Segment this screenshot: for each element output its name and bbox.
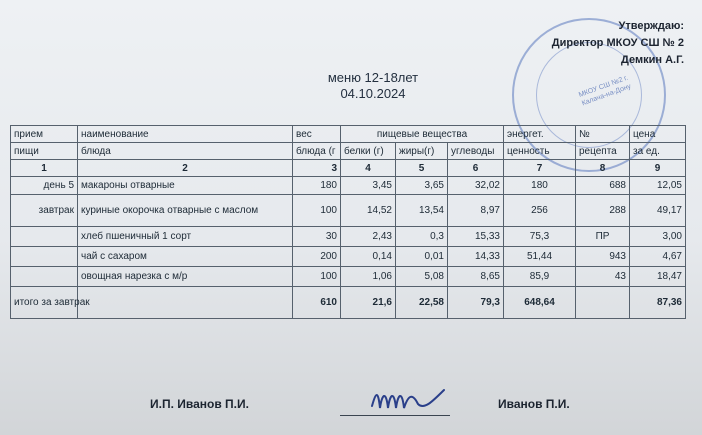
header-cell: блюда (г <box>293 143 341 160</box>
protein-cell: 0,14 <box>341 247 396 267</box>
fat-cell: 0,01 <box>396 247 448 267</box>
weight-cell: 180 <box>293 177 341 195</box>
approval-name: Демкин А.Г. <box>621 54 684 66</box>
menu-title: меню 12-18лет <box>327 70 419 85</box>
header-row-1 <box>11 126 686 143</box>
protein-cell: 14,52 <box>341 195 396 227</box>
header-cell: энергет. <box>504 126 576 143</box>
energy-cell: 180 <box>504 177 576 195</box>
approval-heading: Утверждаю: <box>618 20 684 32</box>
header-cell: пищевые вещества <box>341 126 504 143</box>
protein-cell: 1,06 <box>341 267 396 287</box>
column-number: 5 <box>396 160 448 177</box>
dish-name: чай с сахаром <box>78 247 293 267</box>
energy-cell: 85,9 <box>504 267 576 287</box>
table-row <box>11 227 686 247</box>
header-cell: блюда <box>78 143 293 160</box>
column-number: 3 <box>293 160 341 177</box>
energy-cell: 256 <box>504 195 576 227</box>
menu-table <box>10 125 686 319</box>
signature-line <box>340 415 450 416</box>
header-cell: наименование <box>78 126 293 143</box>
recipe-cell: 688 <box>576 177 630 195</box>
meal-cell: день 5 <box>11 177 78 195</box>
protein-cell: 3,45 <box>341 177 396 195</box>
column-number-row <box>11 160 686 177</box>
column-number: 8 <box>576 160 630 177</box>
total-blank <box>78 287 293 319</box>
header-cell: пищи <box>11 143 78 160</box>
header-cell: цена <box>630 126 686 143</box>
column-number: 2 <box>78 160 293 177</box>
carbs-cell: 8,97 <box>448 195 504 227</box>
total-weight: 610 <box>293 287 341 319</box>
weight-cell: 100 <box>293 267 341 287</box>
carbs-cell: 14,33 <box>448 247 504 267</box>
recipe-cell: ПР <box>576 227 630 247</box>
carbs-cell: 32,02 <box>448 177 504 195</box>
dish-name: макароны отварные <box>78 177 293 195</box>
header-cell: ценность <box>504 143 576 160</box>
weight-cell: 200 <box>293 247 341 267</box>
column-number: 6 <box>448 160 504 177</box>
dish-name: овощная нарезка с м/р <box>78 267 293 287</box>
total-price: 87,36 <box>630 287 686 319</box>
price-cell: 18,47 <box>630 267 686 287</box>
weight-cell: 30 <box>293 227 341 247</box>
column-number: 7 <box>504 160 576 177</box>
fat-cell: 13,54 <box>396 195 448 227</box>
recipe-cell: 943 <box>576 247 630 267</box>
approval-block <box>552 18 684 69</box>
meal-cell <box>11 247 78 267</box>
dish-name: куриные окорочка отварные с маслом <box>78 195 293 227</box>
energy-cell: 75,3 <box>504 227 576 247</box>
recipe-cell: 288 <box>576 195 630 227</box>
stamp-text: МКОУ СШ №2 г. Калача-на-Дону <box>577 74 633 108</box>
header-cell: прием <box>11 126 78 143</box>
protein-cell: 2,43 <box>341 227 396 247</box>
price-cell: 4,67 <box>630 247 686 267</box>
total-energy: 648,64 <box>504 287 576 319</box>
meal-cell <box>11 267 78 287</box>
header-cell: за ед. <box>630 143 686 160</box>
energy-cell: 51,44 <box>504 247 576 267</box>
table-row <box>11 195 686 227</box>
header-cell: № <box>576 126 630 143</box>
total-label: итого за завтрак <box>11 287 78 319</box>
fat-cell: 3,65 <box>396 177 448 195</box>
signature-left-name: И.П. Иванов П.И. <box>150 397 249 411</box>
menu-date: 04.10.2024 <box>340 86 406 101</box>
signature-right-name: Иванов П.И. <box>498 397 570 411</box>
price-cell: 49,17 <box>630 195 686 227</box>
price-cell: 3,00 <box>630 227 686 247</box>
total-recipe <box>576 287 630 319</box>
total-fat: 22,58 <box>396 287 448 319</box>
table-row <box>11 177 686 195</box>
dish-name: хлеб пшеничный 1 сорт <box>78 227 293 247</box>
carbs-cell: 15,33 <box>448 227 504 247</box>
recipe-cell: 43 <box>576 267 630 287</box>
header-cell: белки (г) <box>341 143 396 160</box>
price-cell: 12,05 <box>630 177 686 195</box>
total-row <box>11 287 686 319</box>
header-cell: вес <box>293 126 341 143</box>
header-cell: углеводы <box>448 143 504 160</box>
weight-cell: 100 <box>293 195 341 227</box>
table-row <box>11 267 686 287</box>
header-row-2 <box>11 143 686 160</box>
meal-cell: завтрак <box>11 195 78 227</box>
handwritten-signature <box>368 384 448 414</box>
total-carbs: 79,3 <box>448 287 504 319</box>
column-number: 9 <box>630 160 686 177</box>
fat-cell: 0,3 <box>396 227 448 247</box>
column-number: 4 <box>341 160 396 177</box>
meal-cell <box>11 227 78 247</box>
table-row <box>11 247 686 267</box>
fat-cell: 5,08 <box>396 267 448 287</box>
approval-position: Директор МКОУ СШ № 2 <box>551 37 684 49</box>
menu-title-block <box>298 70 448 102</box>
total-protein: 21,6 <box>341 287 396 319</box>
carbs-cell: 8,65 <box>448 267 504 287</box>
column-number: 1 <box>11 160 78 177</box>
header-cell: рецепта <box>576 143 630 160</box>
header-cell: жиры(г) <box>396 143 448 160</box>
